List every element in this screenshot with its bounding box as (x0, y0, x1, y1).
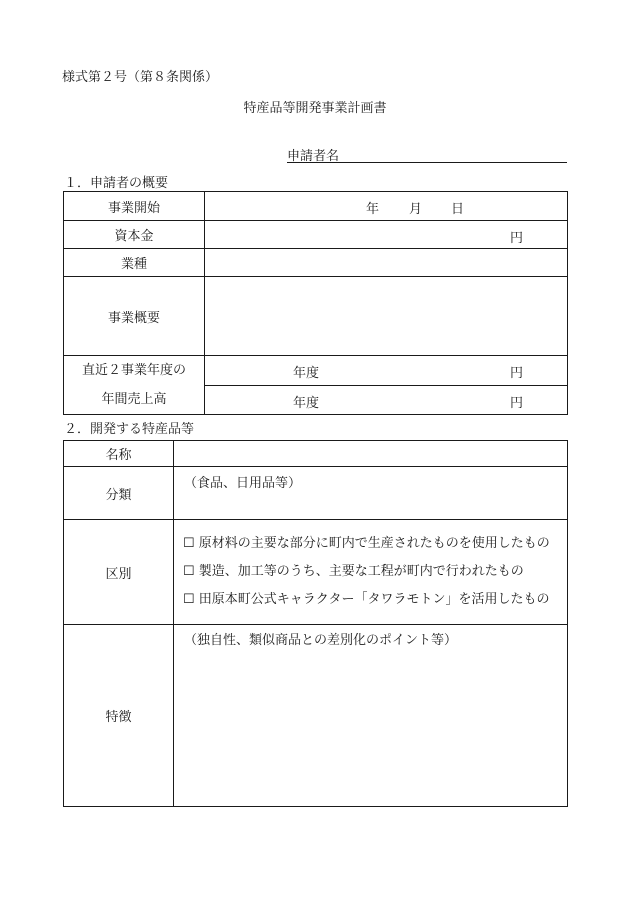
annual-sales-label (64, 356, 205, 415)
sales-year1-yen-unit: 円 (509, 366, 523, 382)
annual-sales-label-line1: 直近２事業年度の (81, 363, 186, 378)
checkbox-icon[interactable]: ☐ (183, 592, 195, 607)
industry-label: 業種 (64, 249, 205, 277)
industry-field[interactable] (205, 249, 568, 277)
section1-heading: １．申請者の概要 (64, 176, 169, 191)
category-label: 分類 (64, 467, 174, 520)
type-label: 区別 (64, 520, 174, 625)
sales-year2-field[interactable] (205, 385, 568, 415)
type-option-label: 田原本町公式キャラクター「タワラモトン」を活用したもの (198, 592, 550, 607)
feature-label: 特徴 (64, 625, 174, 807)
checkbox-icon[interactable]: ☐ (183, 564, 195, 579)
sales-year2-yen-unit: 円 (509, 395, 523, 411)
business-start-date-field[interactable] (205, 192, 568, 221)
date-month-label: 月 (409, 202, 423, 217)
feature-note: （独自性、類似商品との差別化のポイント等） (184, 633, 458, 648)
type-option-character[interactable] (174, 586, 567, 614)
type-option-label: 原材料の主要な部分に町内で生産されたものを使用したもの (198, 536, 550, 551)
product-name-field[interactable] (174, 441, 568, 467)
capital-label: 資本金 (64, 221, 205, 249)
category-note: （食品、日用品等） (184, 476, 302, 491)
fiscal-year2-label: 年度 (293, 395, 320, 411)
product-table (63, 440, 568, 807)
applicant-name-label: 申請者名 (287, 149, 340, 164)
applicant-overview-table (63, 191, 568, 415)
applicant-name-field[interactable] (287, 145, 567, 163)
product-name-label: 名称 (64, 441, 174, 467)
business-overview-label: 事業概要 (64, 277, 205, 356)
section2-heading: ２．開発する特産品等 (64, 422, 195, 437)
date-day-label: 日 (451, 202, 465, 217)
business-overview-field[interactable] (205, 277, 568, 356)
sales-year1-field[interactable] (205, 356, 568, 386)
type-option-local-process[interactable] (174, 558, 567, 586)
annual-sales-label-line2: 年間売上高 (101, 392, 167, 407)
type-option-label: 製造、加工等のうち、主要な工程が町内で行われたもの (198, 564, 524, 579)
form-number: 様式第２号（第８条関係） (62, 70, 219, 85)
date-year-label: 年 (366, 202, 380, 217)
fiscal-year1-label: 年度 (293, 366, 320, 382)
business-start-label: 事業開始 (64, 192, 205, 221)
capital-yen-unit: 円 (509, 231, 523, 246)
type-options (174, 520, 568, 625)
document-title: 特産品等開発事業計画書 (243, 101, 387, 116)
feature-field[interactable] (174, 625, 568, 807)
capital-field[interactable] (205, 221, 568, 249)
type-option-local-materials[interactable] (174, 530, 567, 558)
category-field[interactable] (174, 467, 568, 520)
checkbox-icon[interactable]: ☐ (183, 536, 195, 551)
